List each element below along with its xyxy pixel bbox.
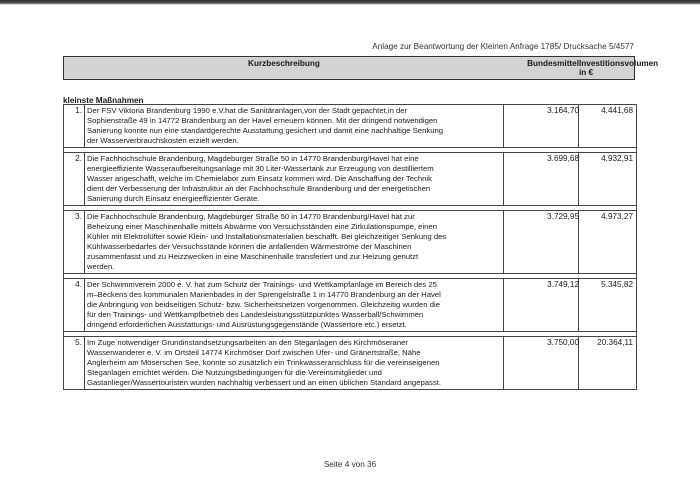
description-line: für den Trainings- und Wettkampfbetrieb des Landesleistungsstützpunktes Wasserball/Schwimmen <box>87 310 424 319</box>
row-number: 3. <box>75 212 82 221</box>
description-line: Wasserwanderer e. V. im Ortsteil 14774 Kirchmöser Dorf zwischen Ufer- und Gränertstraße, Nähe <box>87 348 421 357</box>
row-number: 4. <box>75 280 82 289</box>
description-line: Die Fachhochschule Brandenburg, Magdeburger Straße 50 in 14770 Brandenburg/Havel hat eine <box>87 154 419 163</box>
table-row <box>64 104 636 148</box>
row-description <box>84 105 504 147</box>
row-number: 1. <box>75 106 82 115</box>
row-bundesmittel: 3.729,95 <box>547 212 579 221</box>
row-bundesmittel: 3.699,68 <box>547 154 579 163</box>
description-line: energieeffiziente Wasseraufbereitungsanlage mit 30 Liter-Wassertank zur Erzeugung von destilliertem <box>87 164 434 173</box>
row-description <box>84 211 504 273</box>
description-line: Beheizung einer Maschinenhalle mittels Abwärme von Versuchsständen eine Zirkulationspumpe, einen <box>87 222 437 231</box>
table-row <box>64 336 636 390</box>
description-line: Anglerheim am Möserschen See, konnte so zusätzlich ein Trinkwasseranschluss für die vereinseigenen <box>87 358 440 367</box>
row-investitionsvolumen: 4.973,27 <box>601 212 633 221</box>
row-investitionsvolumen: 4.932,91 <box>601 154 633 163</box>
description-line: m–Beckens des kommunalen Marienbades in der Sprengelstraße 1 in 14770 Brandenburg an der Havel <box>87 290 441 299</box>
header-investitionsvolumen <box>579 57 659 81</box>
row-bundesmittel: 3.750,00 <box>547 338 579 347</box>
description-line: Sophienstraße 49 in 14772 Brandenburg an der Havel erneuern können. Mit der dringend notwendigen <box>87 116 438 125</box>
table-row <box>64 210 636 274</box>
row-bundesmittel: 3.164,70 <box>547 106 579 115</box>
description-line: Der FSV Viktoria Brandenburg 1990 e.V.hat die Sanitäranlagen,von der Stadt gepachtet,in der <box>87 106 408 115</box>
row-description <box>84 153 504 205</box>
row-investitionsvolumen: 4.441,68 <box>601 106 633 115</box>
description-line: Kühler mit Elektrolüfter sowie Klein- und Installationsmaterialien beschafft. Bei gleichzeitiger Senkung des <box>87 232 447 241</box>
header-investition-line2: in € <box>579 68 594 77</box>
row-number: 2. <box>75 154 82 163</box>
row-investitionsvolumen: 20.364,11 <box>597 338 633 347</box>
description-line: Kühlwasserbedarfes der Versuchsstände können die anfallenden Wärmeströme der Maschinen <box>87 242 412 251</box>
description-line: Steganlagen errichtet werden. Die Nutzungsbedingungen für die Vereinsmitglieder und <box>87 368 382 377</box>
document-reference: Anlage zur Beantwortung der Kleinen Anfrage 1785/ Drucksache 5/4577 <box>372 42 634 51</box>
header-bundesmittel: Bundesmittel <box>527 59 579 68</box>
table-row <box>64 152 636 206</box>
section-title: kleinste Maßnahmen <box>63 96 144 105</box>
description-line: Sanierung durch Einsatz energieeffizienter Geräte. <box>87 194 260 203</box>
row-description <box>84 337 504 389</box>
scan-edge <box>0 0 700 5</box>
header-description: Kurzbeschreibung <box>248 59 320 68</box>
row-bundesmittel: 3.749,12 <box>547 280 579 289</box>
description-line: Im Zuge notwendiger Grundinstandsetzungsarbeiten an den Steganlagen des Kirchmöseraner <box>87 338 408 347</box>
row-description <box>84 279 504 331</box>
row-number: 5. <box>75 338 82 347</box>
description-line: zusammenfasst und zu Heizzwecken in eine Maschinenhalle transferiert und zur Heizung genutzt <box>87 252 419 261</box>
table-header <box>63 56 659 80</box>
page-footer: Seite 4 von 36 <box>323 460 377 469</box>
description-line: der Wasserverbrauchskosten erzielt werden. <box>87 136 239 145</box>
description-line: Die Fachhochschule Brandenburg, Magdeburger Straße 50 in 14770 Brandenburg/Havel hat zur <box>87 212 415 221</box>
row-investitionsvolumen: 5.345,82 <box>601 280 633 289</box>
description-line: dringend erforderlichen Ausstattungs- und Ausrüstungsgegenstände (Wassertore etc.) ersetzt. <box>87 320 407 329</box>
description-line: werden. <box>87 262 115 271</box>
description-line: dient der Verbesserung der Infrastruktur an der Fachhochschule Brandenburg und der energetischen <box>87 184 431 193</box>
description-line: Wasser angeschafft, welche im Chemielabor zum Einsatz kommen wird. Die Anschaffung der Technik <box>87 174 432 183</box>
description-line: Der Schwimmverein 2000 e. V. hat zum Schutz der Trainings- und Wettkampfanlage im Bereich des 25 <box>87 280 437 289</box>
description-line: Gastanlieger/Wassertouristen wurden nachhaltig verbessert und an einen üblichen Standard angepasst. <box>87 378 441 387</box>
description-line: die Anbringung von beidseitigen Schutz- bzw. Sicherheitsnetzen vorgenommen. Gleichzeitig wurden die <box>87 300 440 309</box>
header-investition-line1: Investitionsvolumen <box>579 59 659 68</box>
measures-table <box>63 104 637 390</box>
table-row <box>64 278 636 332</box>
description-line: Sanierung konnte nun eine standardgerechte Ausstattung gesichert und damit eine nachhaltige Senkung <box>87 126 444 135</box>
